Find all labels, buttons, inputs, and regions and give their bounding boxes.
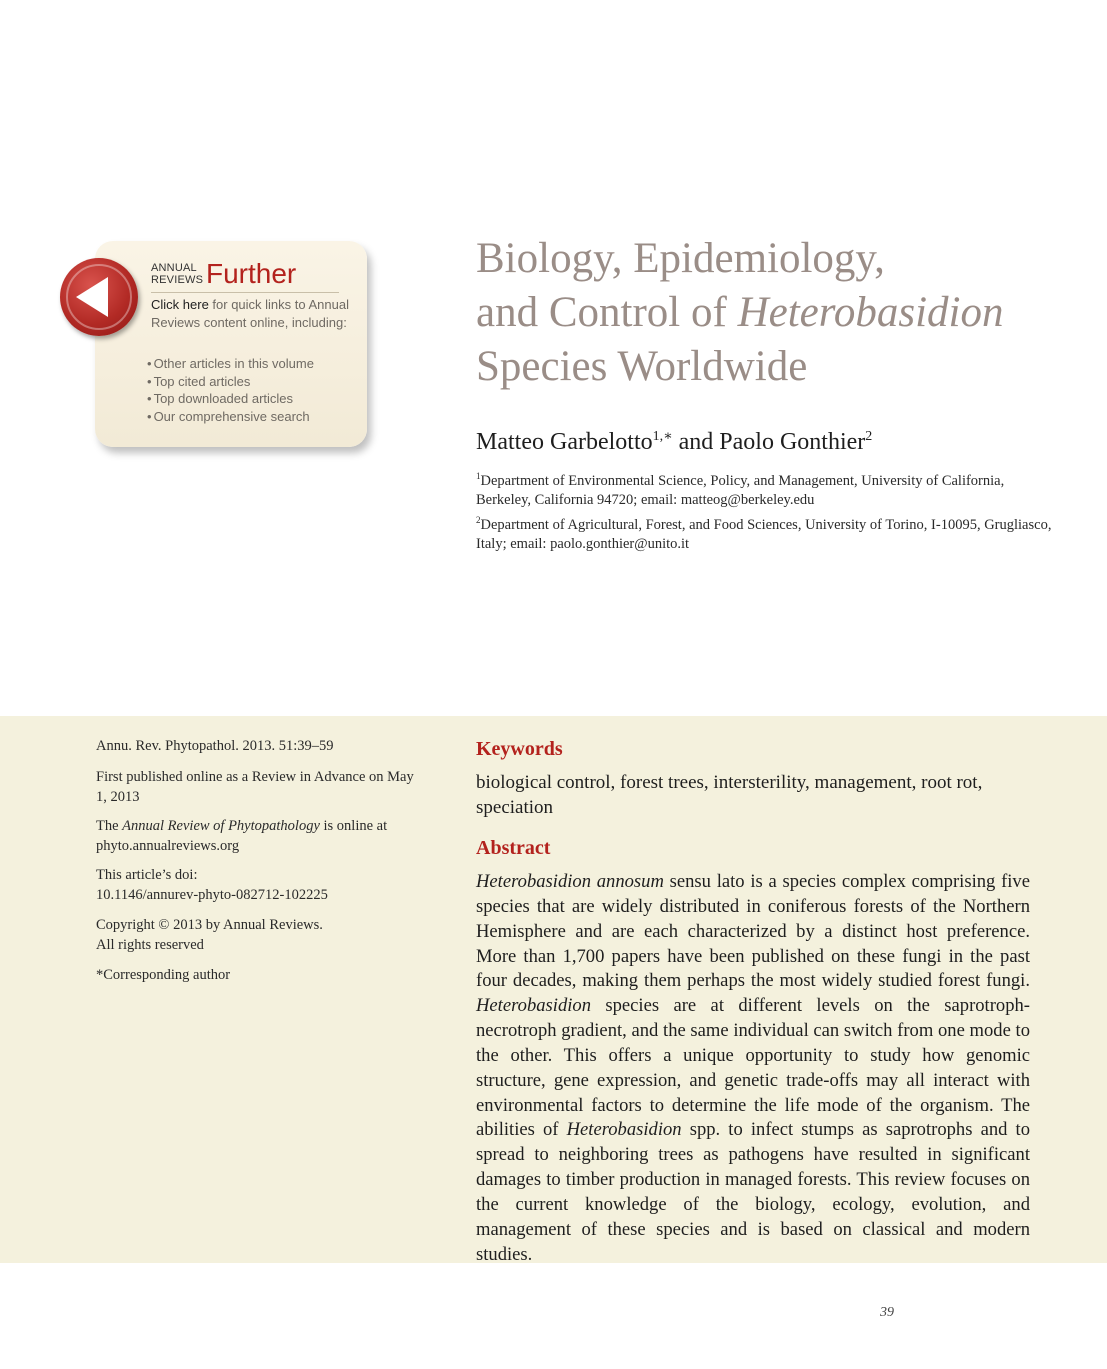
click-here-link[interactable]: Click here	[151, 297, 209, 312]
further-link-top-cited[interactable]: • Top cited articles	[147, 373, 314, 391]
further-title: Further	[206, 258, 297, 289]
author-list: Matteo Garbelotto$^{1,∗}$ and Paolo Gonthier$^2$	[476, 429, 873, 455]
further-links	[147, 355, 314, 425]
copyright: Copyright © 2013 by Annual Reviews. All rights reserved	[96, 917, 323, 953]
article-title: Biology, Epidemiology, and Control of Heterobasidion Species Worldwide	[476, 235, 1004, 390]
keywords-heading: Keywords	[476, 738, 563, 760]
page-number: 39	[880, 1305, 894, 1320]
back-arrow-icon[interactable]	[60, 258, 138, 336]
online-note: The Annual Review of Phytopathology is online at phyto.annualreviews.org	[96, 818, 388, 854]
author-name: Matteo Garbelotto	[476, 429, 653, 455]
abstract-text: Heterobasidion annosum sensu lato is a species complex comprising five species that are widely distributed in coniferous forests of the Northern Hemisphere and are each characterized by a distinct host preference. More than 1,700 papers have been published on these fungi in the past four decades, making them perhaps the most widely studied forest fungi. Heterobasidion species are at different levels on the saprotroph-necrotroph gradient, and the same individual can switch from one mode to the other. This offers a unique opportunity to study how genomic structure, gene expression, and genetic trade-offs may all interact with environmental factors to determine the life mode of the organism. The abilities of Heterobasidion spp. to infect stumps as saprotrophs and to spread to neighboring trees as pathogens have resulted in significant damages to timber production in managed forests. This review focuses on the current knowledge of the biology, ecology, evolution, and management of these species and is based on classical and modern studies.	[476, 871, 1030, 1265]
affiliation: $^1$Department of Environmental Science, Policy, and Management, University of California, Berkeley, California 94720; email: matteog@berkeley.edu	[476, 471, 1005, 509]
further-link-search[interactable]: • Our comprehensive search	[147, 408, 314, 426]
further-link-other-articles[interactable]: • Other articles in this volume	[147, 355, 314, 373]
author-name: Paolo Gonthier	[719, 429, 866, 455]
further-link-top-downloaded[interactable]: • Top downloaded articles	[147, 390, 314, 408]
annual-reviews-logo: ANNUAL REVIEWS	[151, 262, 204, 286]
affiliation: $^2$Department of Agricultural, Forest, and Food Sciences, University of Torino, I-10095, Grugliasco, Italy; email: paolo.gonthier@unito.it	[476, 515, 1052, 553]
citation: Annu. Rev. Phytopathol. 2013. 51:39–59	[96, 738, 334, 754]
keywords-list: biological control, forest trees, intersterility, management, root rot, speciation	[476, 772, 983, 818]
further-divider	[151, 292, 339, 293]
abstract-heading: Abstract	[476, 837, 551, 859]
doi-link[interactable]: 10.1146/annurev-phyto-082712-102225	[96, 886, 328, 903]
corresponding-author-note: *Corresponding author	[96, 967, 231, 983]
doi-block: This article’s doi: 10.1146/annurev-phyto-082712-102225	[96, 866, 426, 905]
first-published: First published online as a Review in Advance on May 1, 2013	[96, 769, 414, 805]
further-intro: Click here for quick links to Annual Reviews content online, including:	[151, 297, 349, 330]
